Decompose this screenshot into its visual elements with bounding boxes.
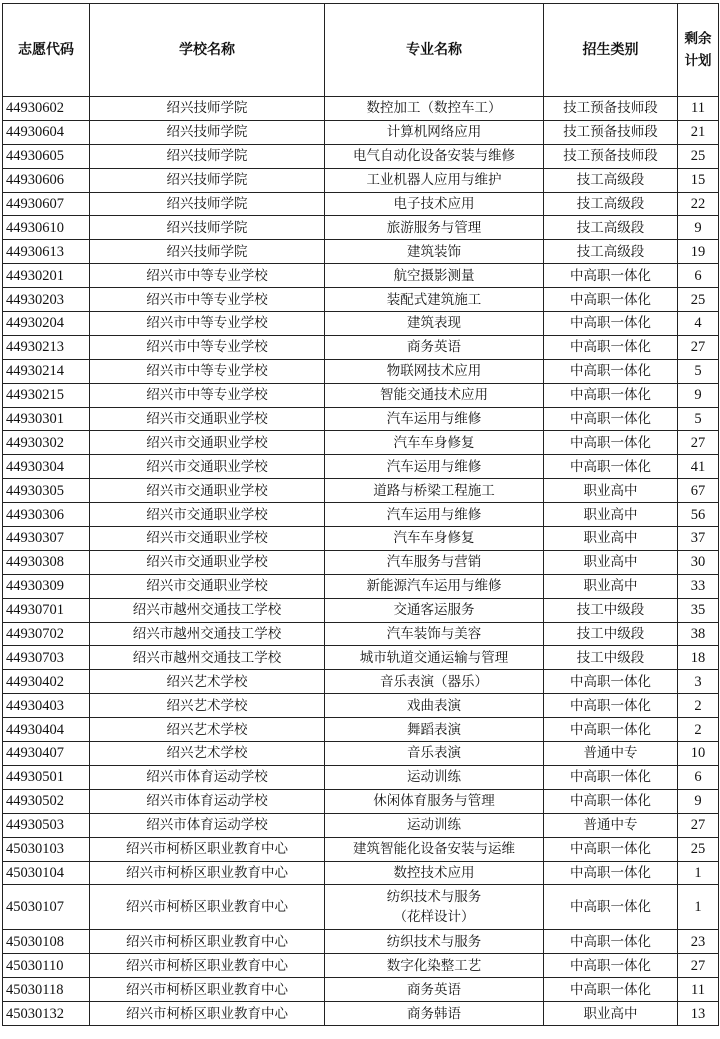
cell-school: 绍兴艺术学校	[90, 742, 325, 766]
cell-category: 技工预备技师段	[544, 120, 678, 144]
cell-category: 中高职一体化	[544, 694, 678, 718]
cell-code: 44930604	[3, 120, 90, 144]
cell-major: 工业机器人应用与维护	[325, 168, 544, 192]
table-row	[3, 550, 719, 574]
cell-category: 中高职一体化	[544, 670, 678, 694]
cell-category: 中高职一体化	[544, 455, 678, 479]
cell-remaining: 25	[678, 837, 719, 861]
cell-category: 普通中专	[544, 742, 678, 766]
cell-school: 绍兴市交通职业学校	[90, 479, 325, 503]
cell-major: 音乐表演	[325, 742, 544, 766]
cell-remaining: 35	[678, 598, 719, 622]
table-row	[3, 359, 719, 383]
cell-code: 44930309	[3, 574, 90, 598]
cell-school: 绍兴技师学院	[90, 216, 325, 240]
cell-school: 绍兴市柯桥区职业教育中心	[90, 861, 325, 885]
table-row	[3, 742, 719, 766]
cell-remaining: 9	[678, 789, 719, 813]
cell-remaining: 27	[678, 813, 719, 837]
cell-category: 技工高级段	[544, 216, 678, 240]
cell-remaining: 37	[678, 527, 719, 551]
cell-category: 中高职一体化	[544, 312, 678, 336]
cell-remaining: 10	[678, 742, 719, 766]
cell-major: 商务英语	[325, 978, 544, 1002]
cell-category: 中高职一体化	[544, 335, 678, 359]
cell-code: 44930703	[3, 646, 90, 670]
cell-code: 44930610	[3, 216, 90, 240]
cell-remaining: 11	[678, 978, 719, 1002]
cell-remaining: 9	[678, 383, 719, 407]
cell-category: 中高职一体化	[544, 861, 678, 885]
cell-major: 音乐表演（器乐）	[325, 670, 544, 694]
cell-school: 绍兴技师学院	[90, 192, 325, 216]
cell-school: 绍兴技师学院	[90, 97, 325, 121]
cell-category: 普通中专	[544, 813, 678, 837]
cell-remaining: 18	[678, 646, 719, 670]
table-row	[3, 885, 719, 930]
table-row	[3, 527, 719, 551]
cell-school: 绍兴市柯桥区职业教育中心	[90, 930, 325, 954]
table-row	[3, 383, 719, 407]
table-row	[3, 694, 719, 718]
cell-major: 电气自动化设备安装与维修	[325, 144, 544, 168]
cell-major: 数字化染整工艺	[325, 954, 544, 978]
cell-code: 44930305	[3, 479, 90, 503]
cell-category: 职业高中	[544, 503, 678, 527]
cell-category: 中高职一体化	[544, 431, 678, 455]
cell-school: 绍兴市交通职业学校	[90, 407, 325, 431]
table-row	[3, 335, 719, 359]
cell-code: 44930201	[3, 264, 90, 288]
cell-category: 技工中级段	[544, 598, 678, 622]
table-row	[3, 789, 719, 813]
cell-remaining: 19	[678, 240, 719, 264]
table-row	[3, 312, 719, 336]
cell-major: 智能交通技术应用	[325, 383, 544, 407]
cell-remaining: 22	[678, 192, 719, 216]
cell-major: 纺织技术与服务 （花样设计）	[325, 885, 544, 930]
cell-major: 商务韩语	[325, 1002, 544, 1026]
cell-major: 物联网技术应用	[325, 359, 544, 383]
cell-remaining: 1	[678, 861, 719, 885]
cell-code: 44930308	[3, 550, 90, 574]
admission-plan-table	[2, 3, 719, 1026]
cell-school: 绍兴市交通职业学校	[90, 527, 325, 551]
table-row	[3, 431, 719, 455]
header-remaining: 剩余计划	[678, 4, 719, 97]
cell-code: 44930306	[3, 503, 90, 527]
cell-code: 44930613	[3, 240, 90, 264]
cell-school: 绍兴市体育运动学校	[90, 813, 325, 837]
header-row	[3, 4, 719, 97]
cell-remaining: 38	[678, 622, 719, 646]
cell-school: 绍兴市中等专业学校	[90, 359, 325, 383]
cell-code: 44930304	[3, 455, 90, 479]
cell-category: 技工中级段	[544, 622, 678, 646]
cell-school: 绍兴市柯桥区职业教育中心	[90, 885, 325, 930]
cell-category: 中高职一体化	[544, 383, 678, 407]
cell-school: 绍兴市中等专业学校	[90, 312, 325, 336]
table-row	[3, 120, 719, 144]
cell-remaining: 33	[678, 574, 719, 598]
table-row	[3, 930, 719, 954]
table-row	[3, 264, 719, 288]
cell-major: 运动训练	[325, 765, 544, 789]
cell-remaining: 30	[678, 550, 719, 574]
table-row	[3, 1002, 719, 1026]
table-row	[3, 598, 719, 622]
cell-code: 44930402	[3, 670, 90, 694]
cell-remaining: 2	[678, 718, 719, 742]
table-row	[3, 954, 719, 978]
cell-remaining: 6	[678, 765, 719, 789]
cell-category: 中高职一体化	[544, 264, 678, 288]
cell-school: 绍兴技师学院	[90, 168, 325, 192]
cell-category: 中高职一体化	[544, 978, 678, 1002]
cell-category: 职业高中	[544, 550, 678, 574]
cell-major: 交通客运服务	[325, 598, 544, 622]
cell-remaining: 67	[678, 479, 719, 503]
cell-remaining: 11	[678, 97, 719, 121]
cell-school: 绍兴市体育运动学校	[90, 765, 325, 789]
cell-school: 绍兴市柯桥区职业教育中心	[90, 954, 325, 978]
cell-school: 绍兴艺术学校	[90, 694, 325, 718]
cell-school: 绍兴技师学院	[90, 144, 325, 168]
cell-category: 中高职一体化	[544, 407, 678, 431]
cell-major: 航空摄影测量	[325, 264, 544, 288]
cell-code: 44930501	[3, 765, 90, 789]
cell-school: 绍兴技师学院	[90, 120, 325, 144]
cell-school: 绍兴艺术学校	[90, 718, 325, 742]
cell-category: 技工中级段	[544, 646, 678, 670]
cell-major: 数控加工（数控车工）	[325, 97, 544, 121]
cell-school: 绍兴市交通职业学校	[90, 455, 325, 479]
table-row	[3, 144, 719, 168]
cell-code: 44930503	[3, 813, 90, 837]
cell-code: 44930203	[3, 288, 90, 312]
cell-major: 戏曲表演	[325, 694, 544, 718]
header-code: 志愿代码	[3, 4, 90, 97]
cell-remaining: 27	[678, 335, 719, 359]
cell-school: 绍兴技师学院	[90, 240, 325, 264]
cell-code: 44930702	[3, 622, 90, 646]
cell-code: 44930605	[3, 144, 90, 168]
cell-major: 电子技术应用	[325, 192, 544, 216]
cell-school: 绍兴市中等专业学校	[90, 264, 325, 288]
table-row	[3, 670, 719, 694]
cell-remaining: 15	[678, 168, 719, 192]
cell-major: 汽车车身修复	[325, 527, 544, 551]
cell-remaining: 25	[678, 288, 719, 312]
cell-remaining: 9	[678, 216, 719, 240]
cell-major: 汽车服务与营销	[325, 550, 544, 574]
cell-major: 建筑智能化设备安装与运维	[325, 837, 544, 861]
cell-school: 绍兴市越州交通技工学校	[90, 622, 325, 646]
cell-school: 绍兴市交通职业学校	[90, 550, 325, 574]
cell-remaining: 2	[678, 694, 719, 718]
table-row	[3, 503, 719, 527]
cell-code: 45030108	[3, 930, 90, 954]
table-row	[3, 455, 719, 479]
table-row	[3, 765, 719, 789]
table-row	[3, 216, 719, 240]
cell-code: 44930204	[3, 312, 90, 336]
cell-category: 职业高中	[544, 479, 678, 503]
cell-school: 绍兴市体育运动学校	[90, 789, 325, 813]
table-row	[3, 192, 719, 216]
cell-remaining: 1	[678, 885, 719, 930]
cell-major: 建筑装饰	[325, 240, 544, 264]
cell-code: 44930407	[3, 742, 90, 766]
cell-major: 休闲体育服务与管理	[325, 789, 544, 813]
cell-major: 运动训练	[325, 813, 544, 837]
cell-code: 44930403	[3, 694, 90, 718]
cell-school: 绍兴艺术学校	[90, 670, 325, 694]
cell-remaining: 27	[678, 431, 719, 455]
table-row	[3, 718, 719, 742]
cell-remaining: 41	[678, 455, 719, 479]
cell-category: 中高职一体化	[544, 954, 678, 978]
cell-major: 旅游服务与管理	[325, 216, 544, 240]
table-row	[3, 240, 719, 264]
cell-code: 44930404	[3, 718, 90, 742]
cell-major: 汽车运用与维修	[325, 503, 544, 527]
cell-major: 商务英语	[325, 335, 544, 359]
cell-category: 职业高中	[544, 1002, 678, 1026]
cell-code: 44930213	[3, 335, 90, 359]
header-category: 招生类别	[544, 4, 678, 97]
cell-category: 中高职一体化	[544, 885, 678, 930]
cell-category: 中高职一体化	[544, 789, 678, 813]
cell-school: 绍兴市柯桥区职业教育中心	[90, 978, 325, 1002]
cell-code: 45030110	[3, 954, 90, 978]
cell-remaining: 25	[678, 144, 719, 168]
cell-category: 中高职一体化	[544, 930, 678, 954]
cell-code: 44930701	[3, 598, 90, 622]
cell-major: 汽车装饰与美容	[325, 622, 544, 646]
cell-remaining: 5	[678, 407, 719, 431]
cell-major: 纺织技术与服务	[325, 930, 544, 954]
cell-code: 44930214	[3, 359, 90, 383]
cell-school: 绍兴市柯桥区职业教育中心	[90, 837, 325, 861]
cell-remaining: 23	[678, 930, 719, 954]
cell-major: 汽车车身修复	[325, 431, 544, 455]
cell-major: 装配式建筑施工	[325, 288, 544, 312]
cell-code: 45030104	[3, 861, 90, 885]
cell-category: 技工预备技师段	[544, 144, 678, 168]
cell-code: 45030132	[3, 1002, 90, 1026]
cell-major: 建筑表现	[325, 312, 544, 336]
cell-category: 技工高级段	[544, 192, 678, 216]
cell-category: 中高职一体化	[544, 765, 678, 789]
cell-school: 绍兴市交通职业学校	[90, 431, 325, 455]
cell-code: 44930602	[3, 97, 90, 121]
cell-major: 汽车运用与维修	[325, 407, 544, 431]
cell-category: 中高职一体化	[544, 718, 678, 742]
header-major: 专业名称	[325, 4, 544, 97]
table-row	[3, 288, 719, 312]
cell-school: 绍兴市交通职业学校	[90, 574, 325, 598]
cell-school: 绍兴市中等专业学校	[90, 288, 325, 312]
table-row	[3, 978, 719, 1002]
cell-remaining: 27	[678, 954, 719, 978]
cell-school: 绍兴市越州交通技工学校	[90, 598, 325, 622]
cell-code: 44930607	[3, 192, 90, 216]
cell-remaining: 5	[678, 359, 719, 383]
cell-category: 中高职一体化	[544, 288, 678, 312]
cell-category: 中高职一体化	[544, 837, 678, 861]
cell-category: 技工高级段	[544, 168, 678, 192]
cell-school: 绍兴市柯桥区职业教育中心	[90, 1002, 325, 1026]
table-row	[3, 813, 719, 837]
cell-category: 职业高中	[544, 527, 678, 551]
cell-major: 汽车运用与维修	[325, 455, 544, 479]
table-row	[3, 646, 719, 670]
cell-category: 技工高级段	[544, 240, 678, 264]
table-row	[3, 861, 719, 885]
cell-remaining: 56	[678, 503, 719, 527]
table-row	[3, 574, 719, 598]
cell-code: 45030107	[3, 885, 90, 930]
cell-remaining: 3	[678, 670, 719, 694]
cell-remaining: 6	[678, 264, 719, 288]
table-row	[3, 168, 719, 192]
cell-major: 道路与桥梁工程施工	[325, 479, 544, 503]
cell-code: 45030103	[3, 837, 90, 861]
table-body	[3, 97, 719, 1026]
cell-major: 计算机网络应用	[325, 120, 544, 144]
cell-code: 45030118	[3, 978, 90, 1002]
cell-major: 城市轨道交通运输与管理	[325, 646, 544, 670]
cell-category: 技工预备技师段	[544, 97, 678, 121]
cell-code: 44930502	[3, 789, 90, 813]
table-row	[3, 479, 719, 503]
cell-school: 绍兴市中等专业学校	[90, 383, 325, 407]
cell-school: 绍兴市越州交通技工学校	[90, 646, 325, 670]
cell-remaining: 4	[678, 312, 719, 336]
table-row	[3, 407, 719, 431]
cell-major: 舞蹈表演	[325, 718, 544, 742]
cell-school: 绍兴市中等专业学校	[90, 335, 325, 359]
cell-code: 44930301	[3, 407, 90, 431]
table-row	[3, 622, 719, 646]
cell-code: 44930307	[3, 527, 90, 551]
cell-major: 数控技术应用	[325, 861, 544, 885]
cell-school: 绍兴市交通职业学校	[90, 503, 325, 527]
cell-category: 中高职一体化	[544, 359, 678, 383]
table-row	[3, 97, 719, 121]
cell-category: 职业高中	[544, 574, 678, 598]
table-row	[3, 837, 719, 861]
cell-code: 44930215	[3, 383, 90, 407]
cell-code: 44930302	[3, 431, 90, 455]
cell-code: 44930606	[3, 168, 90, 192]
cell-major: 新能源汽车运用与维修	[325, 574, 544, 598]
cell-remaining: 13	[678, 1002, 719, 1026]
cell-remaining: 21	[678, 120, 719, 144]
header-school: 学校名称	[90, 4, 325, 97]
